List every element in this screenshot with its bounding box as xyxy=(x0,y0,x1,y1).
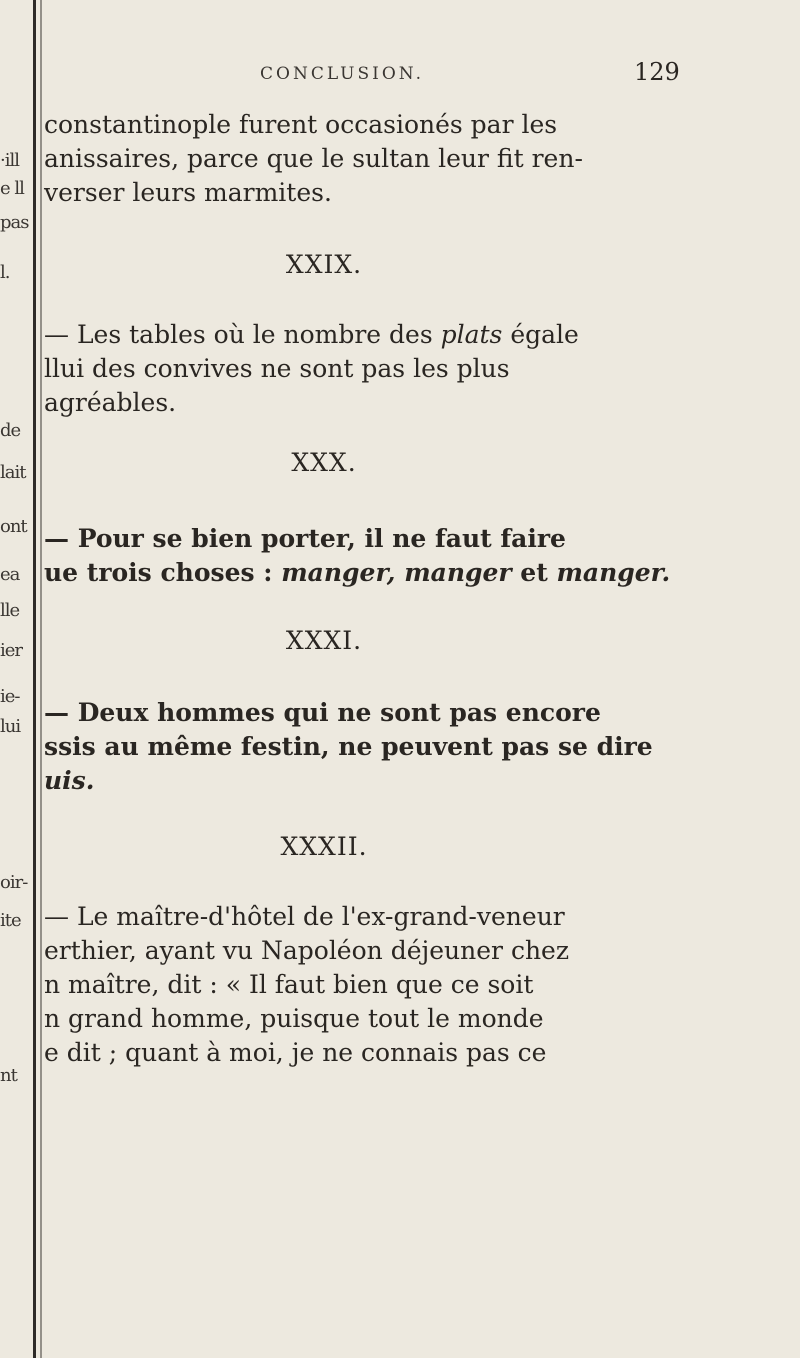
section-heading: XXIX. xyxy=(285,250,363,279)
section-heading: XXX. xyxy=(291,448,357,477)
text-line: verser leurs marmites. xyxy=(44,178,332,207)
text-line: n maître, dit : « Il faut bien que ce soit xyxy=(44,970,534,999)
gutter-edge xyxy=(40,0,42,1358)
text-line: anissaires, parce que le sultan leur fit ren- xyxy=(44,144,583,173)
text-line: n grand homme, puisque tout le monde xyxy=(44,1004,544,1033)
text-run: et xyxy=(511,558,557,587)
italic-run: plats xyxy=(440,320,503,349)
margin-fragment: oir- xyxy=(0,872,28,893)
margin-fragment: ier xyxy=(0,640,23,661)
margin-fragment: pas xyxy=(0,212,29,233)
margin-fragment: nt xyxy=(0,1065,17,1086)
text-line: — Deux hommes qui ne sont pas encore xyxy=(44,698,601,727)
margin-fragment: ·ill xyxy=(0,150,19,171)
margin-fragment: e ll xyxy=(0,178,24,199)
margin-fragment: lle xyxy=(0,600,20,621)
text-line: erthier, ayant vu Napoléon déjeuner chez xyxy=(44,936,570,965)
text-line xyxy=(44,560,670,585)
text-line: ssis au même festin, ne peuvent pas se dire xyxy=(44,732,653,761)
margin-fragment: ie- xyxy=(0,686,20,707)
italic-run: manger. xyxy=(556,558,671,587)
text-line xyxy=(44,322,579,347)
text-run: — Les tables où le nombre des xyxy=(44,320,441,349)
margin-fragment: de xyxy=(0,420,21,441)
gutter-shadow xyxy=(33,0,36,1358)
text-line: agréables. xyxy=(44,388,177,417)
text-line: constantinople furent occasionés par les xyxy=(44,110,558,139)
page-number: 129 xyxy=(634,58,680,86)
text-line: — Pour se bien porter, il ne faut faire xyxy=(44,524,566,553)
italic-run: manger, manger xyxy=(281,558,512,587)
running-head: CONCLUSION. xyxy=(260,64,425,84)
text-line: e dit ; quant à moi, je ne connais pas ce xyxy=(44,1038,547,1067)
margin-fragment: ea xyxy=(0,564,20,585)
text-line: llui des convives ne sont pas les plus xyxy=(44,354,510,383)
text-run: égale xyxy=(502,320,579,349)
page-header xyxy=(0,60,800,90)
text-run: ue trois choses : xyxy=(44,558,282,587)
margin-fragment: lait xyxy=(0,462,26,483)
margin-fragment: ite xyxy=(0,910,21,931)
section-heading: XXXI. xyxy=(285,626,363,655)
margin-fragment: ont xyxy=(0,516,27,537)
section-heading: XXXII. xyxy=(280,832,368,861)
text-line: — Le maître-d'hôtel de l'ex-grand-veneur xyxy=(44,902,565,931)
margin-fragment: lui xyxy=(0,716,21,737)
margin-fragment: l. xyxy=(0,262,10,283)
text-line: uis. xyxy=(44,766,95,795)
